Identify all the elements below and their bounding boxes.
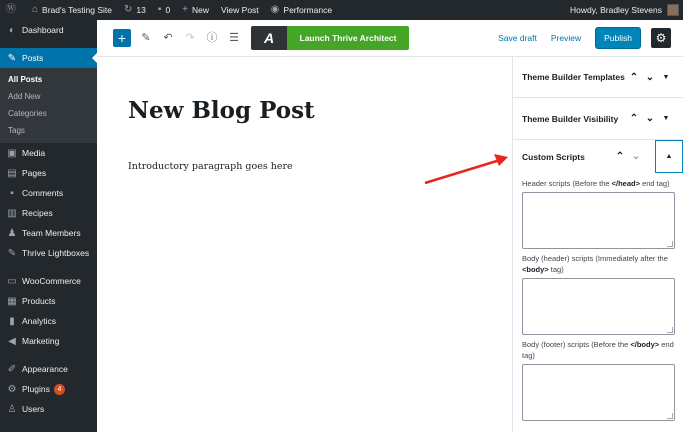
sidebar-item-recipes[interactable]: ▥ Recipes bbox=[7, 207, 53, 219]
post-title[interactable]: New Blog Post bbox=[128, 97, 315, 124]
annotation-arrow-icon bbox=[420, 150, 520, 190]
redo-icon[interactable]: ↷ bbox=[185, 32, 195, 44]
move-up-icon[interactable]: ⌃ bbox=[615, 151, 625, 162]
chevron-up-icon[interactable]: ▲ bbox=[655, 140, 683, 173]
performance-link[interactable]: ◉ Performance bbox=[270, 4, 333, 15]
sidebar-item-dashboard[interactable]: ◐ Dashboard bbox=[0, 20, 97, 40]
megaphone-icon: ◀ bbox=[8, 335, 16, 347]
submenu-tags[interactable]: Tags bbox=[8, 126, 25, 135]
woocommerce-icon: ▭ bbox=[7, 275, 17, 287]
submenu-categories[interactable]: Categories bbox=[8, 109, 47, 118]
publish-button[interactable]: Publish bbox=[595, 27, 641, 49]
launch-thrive-label: Launch Thrive Architect bbox=[287, 26, 409, 50]
add-block-button[interactable]: + bbox=[113, 29, 131, 47]
undo-icon[interactable]: ↶ bbox=[163, 32, 173, 44]
sidebar-item-woocommerce[interactable]: ▭ WooCommerce bbox=[7, 275, 81, 287]
brush-icon: ✐ bbox=[7, 363, 17, 375]
move-down-icon[interactable]: ⌄ bbox=[645, 71, 655, 83]
chevron-down-icon[interactable]: ▼ bbox=[662, 73, 670, 81]
updates-link[interactable]: ↻ 13 bbox=[124, 4, 146, 15]
sidebar-item-posts[interactable]: ✎ Posts bbox=[0, 48, 97, 68]
refresh-icon: ↻ bbox=[124, 4, 133, 15]
recipes-icon: ▥ bbox=[7, 207, 17, 219]
submenu-all-posts[interactable]: All Posts bbox=[8, 75, 43, 84]
pencil-tools-icon[interactable]: ✎ bbox=[141, 32, 151, 44]
editor-canvas bbox=[97, 57, 512, 432]
comment-icon: ▪ bbox=[10, 187, 14, 199]
admin-sidebar bbox=[0, 20, 97, 432]
submenu-add-new[interactable]: Add New bbox=[8, 92, 41, 101]
sidebar-item-thrive-lightboxes[interactable]: ✎ Thrive Lightboxes bbox=[7, 247, 90, 259]
site-name-link[interactable]: ⌂ Brad's Testing Site bbox=[32, 4, 113, 15]
comment-icon: ▪ bbox=[157, 4, 162, 15]
body-footer-scripts-textarea[interactable] bbox=[522, 364, 675, 421]
sidebar-item-comments[interactable]: ▪ Comments bbox=[0, 183, 97, 203]
sidebar-item-analytics[interactable]: ▮ Analytics bbox=[0, 311, 97, 331]
move-down-icon[interactable]: ⌄ bbox=[645, 113, 655, 124]
thrive-logo-icon: A bbox=[251, 26, 287, 50]
view-post-link[interactable]: View Post bbox=[221, 5, 259, 15]
sidebar-item-marketing[interactable]: ◀ Marketing bbox=[0, 331, 97, 351]
pages-icon: ▤ bbox=[7, 167, 17, 179]
media-icon: ▣ bbox=[7, 147, 17, 159]
admin-bar bbox=[0, 0, 683, 20]
products-icon: ▦ bbox=[7, 295, 17, 307]
panel-theme-builder-visibility[interactable]: Theme Builder Visibility ⌃ ⌄ ▼ bbox=[513, 98, 683, 140]
analytics-icon: ▮ bbox=[9, 315, 15, 327]
howdy-user[interactable]: Howdy, Bradley Stevens bbox=[570, 5, 662, 15]
outline-icon[interactable]: ☰ bbox=[229, 32, 239, 44]
editor-toolbar bbox=[97, 20, 683, 57]
body-header-scripts-label: Body (header) scripts (Immediately after the <body> tag) bbox=[522, 254, 668, 274]
sidebar-item-products[interactable]: ▦ Products bbox=[7, 295, 56, 307]
info-icon[interactable]: ⓘ bbox=[206, 32, 218, 44]
sidebar-item-appearance[interactable]: ✐ Appearance bbox=[7, 363, 68, 375]
preview-button[interactable]: Preview bbox=[550, 33, 582, 43]
sidebar-item-media[interactable]: ▣ Media bbox=[7, 147, 46, 159]
body-header-scripts-textarea[interactable] bbox=[522, 278, 675, 335]
launch-thrive-architect-button[interactable] bbox=[251, 26, 409, 50]
sidebar-item-users[interactable]: ♙ Users bbox=[7, 403, 45, 415]
move-up-icon[interactable]: ⌃ bbox=[629, 71, 639, 83]
move-down-icon[interactable]: ⌄ bbox=[631, 151, 641, 162]
settings-gear-icon[interactable]: ⚙ bbox=[651, 28, 671, 48]
paragraph-block[interactable]: Introductory paragraph goes here bbox=[128, 161, 293, 172]
panel-custom-scripts[interactable]: Custom Scripts ⌃ ⌄ ▲ bbox=[513, 140, 683, 173]
settings-panel bbox=[512, 57, 683, 432]
plugins-update-badge: 4 bbox=[54, 384, 65, 395]
posts-submenu bbox=[0, 68, 97, 143]
comments-link[interactable]: ▪ 0 bbox=[157, 4, 171, 15]
save-draft-button[interactable]: Save draft bbox=[498, 33, 537, 43]
header-scripts-label: Header scripts (Before the </head> end tag) bbox=[522, 179, 670, 188]
body-footer-scripts-label: Body (footer) scripts (Before the </body> end tag) bbox=[522, 340, 674, 360]
plus-icon: + bbox=[182, 4, 189, 15]
new-content-link[interactable]: + New bbox=[182, 4, 210, 15]
user-icon: ♙ bbox=[7, 403, 17, 415]
chevron-down-icon[interactable]: ▼ bbox=[662, 115, 670, 122]
dashboard-icon: ◐ bbox=[8, 24, 16, 36]
sidebar-item-plugins[interactable]: ⚙ Plugins 4 bbox=[0, 379, 97, 399]
sidebar-item-team-members[interactable]: ♟ Team Members bbox=[7, 227, 81, 239]
team-icon: ♟ bbox=[7, 227, 17, 239]
pin-icon: ✎ bbox=[7, 247, 17, 259]
pin-icon: ✎ bbox=[7, 52, 17, 64]
performance-icon: ◉ bbox=[270, 4, 280, 15]
home-icon: ⌂ bbox=[32, 4, 39, 15]
panel-theme-builder-templates[interactable]: Theme Builder Templates ⌃ ⌄ ▼ bbox=[513, 57, 683, 98]
plugin-icon: ⚙ bbox=[7, 383, 17, 395]
move-up-icon[interactable]: ⌃ bbox=[629, 113, 639, 124]
wp-logo-icon[interactable]: Ⓦ bbox=[6, 4, 16, 15]
avatar[interactable] bbox=[667, 4, 679, 16]
sidebar-item-pages[interactable]: ▤ Pages bbox=[7, 167, 47, 179]
header-scripts-textarea[interactable] bbox=[522, 192, 675, 249]
